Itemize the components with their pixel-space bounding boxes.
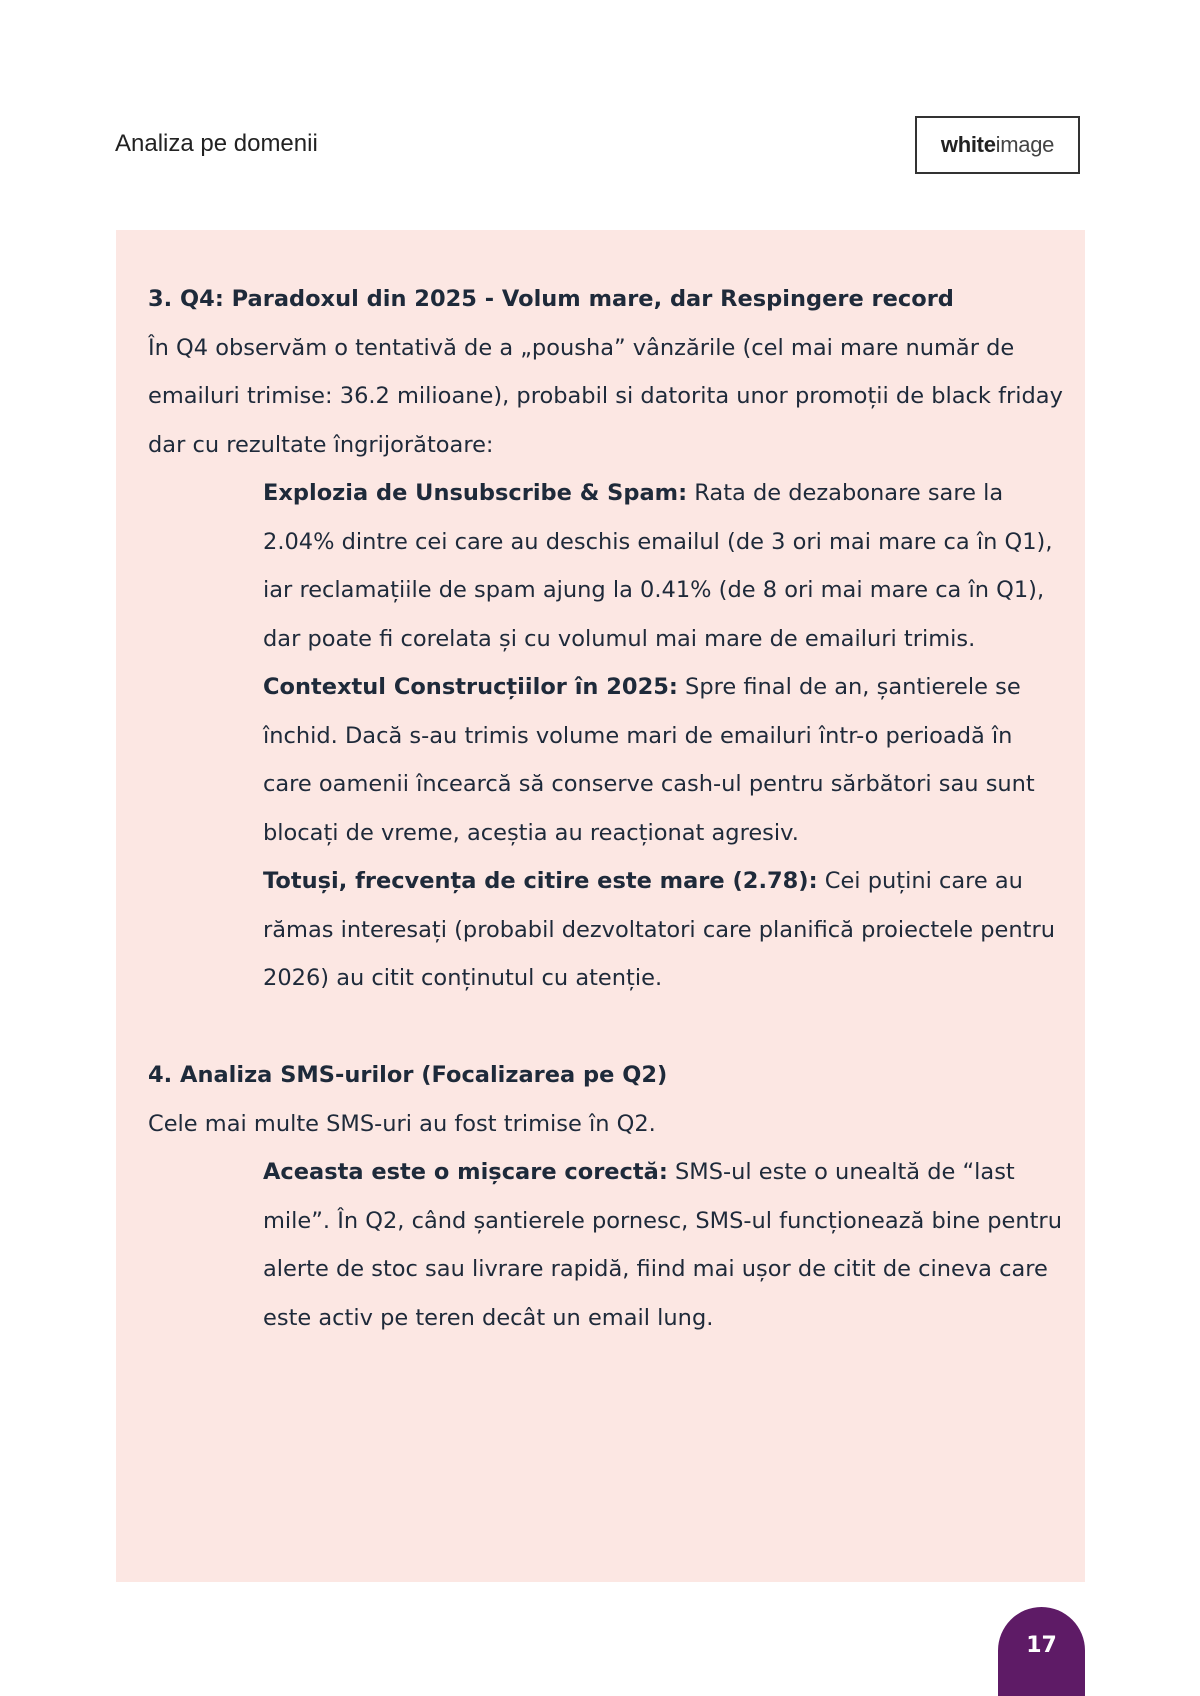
logo-light-part: image xyxy=(995,132,1055,157)
page-number: 17 xyxy=(1026,1633,1057,1658)
point-text: SMS-ul este o unealtă de “last mile”. În Q2, când șantierele pornesc, SMS-ul funcționează bine pentru alerte de stoc sau livrare rapidă, fiind mai ușor de citit de cineva care este activ pe teren decât un email lung. xyxy=(263,1159,1062,1331)
section-4-intro: Cele mai multe SMS-uri au fost trimise în Q2. xyxy=(148,1110,656,1137)
point-label: Contextul Construcțiilor în 2025: xyxy=(263,674,678,700)
section-3-point xyxy=(148,857,1068,1003)
section-4-point xyxy=(148,1148,1068,1342)
section-spacer xyxy=(148,1003,1068,1052)
point-label: Explozia de Unsubscribe & Spam: xyxy=(263,480,688,506)
section-4-heading: 4. Analiza SMS-urilor (Focalizarea pe Q2) xyxy=(148,1062,668,1088)
whiteimage-logo xyxy=(915,116,1080,174)
logo-bold-part: white xyxy=(940,132,996,157)
point-label: Aceasta este o mișcare corectă: xyxy=(263,1159,668,1185)
page-header-title: Analiza pe domenii xyxy=(115,130,318,157)
section-3-heading: 3. Q4: Paradoxul din 2025 - Volum mare, dar Respingere record xyxy=(148,286,954,312)
point-text: Rata de dezabonare sare la 2.04% dintre cei care au deschis emailul (de 3 ori mai mare ca în Q1), iar reclamațiile de spam ajung la 0.41% (de 8 ori mai mare ca în Q1), dar poate fi corelata și cu volumul mai mare de emailuri trimis. xyxy=(263,480,1053,652)
section-3-point xyxy=(148,663,1068,857)
point-label: Totuși, frecvența de citire este mare (2.78): xyxy=(263,868,818,894)
point-text: Cei puțini care au rămas interesați (probabil dezvoltatori care planifică proiectele pentru 2026) au citit conținutul cu atenție. xyxy=(263,868,1055,991)
page-number-badge xyxy=(998,1607,1085,1696)
document-body xyxy=(148,275,1068,1342)
section-3-intro: În Q4 observăm o tentativă de a „pousha” vânzările (cel mai mare număr de emailuri trimise: 36.2 milioane), probabil si datorita unor promoții de black friday dar cu rezultate îngrijorătoare: xyxy=(148,334,1063,458)
point-text: Spre final de an, șantierele se închid. Dacă s-au trimis volume mari de emailuri într-o perioadă în care oamenii încearcă să conserve cash-ul pentru sărbători sau sunt blocați de vreme, aceștia au reacționat agresiv. xyxy=(263,674,1035,846)
section-3-point xyxy=(148,469,1068,663)
